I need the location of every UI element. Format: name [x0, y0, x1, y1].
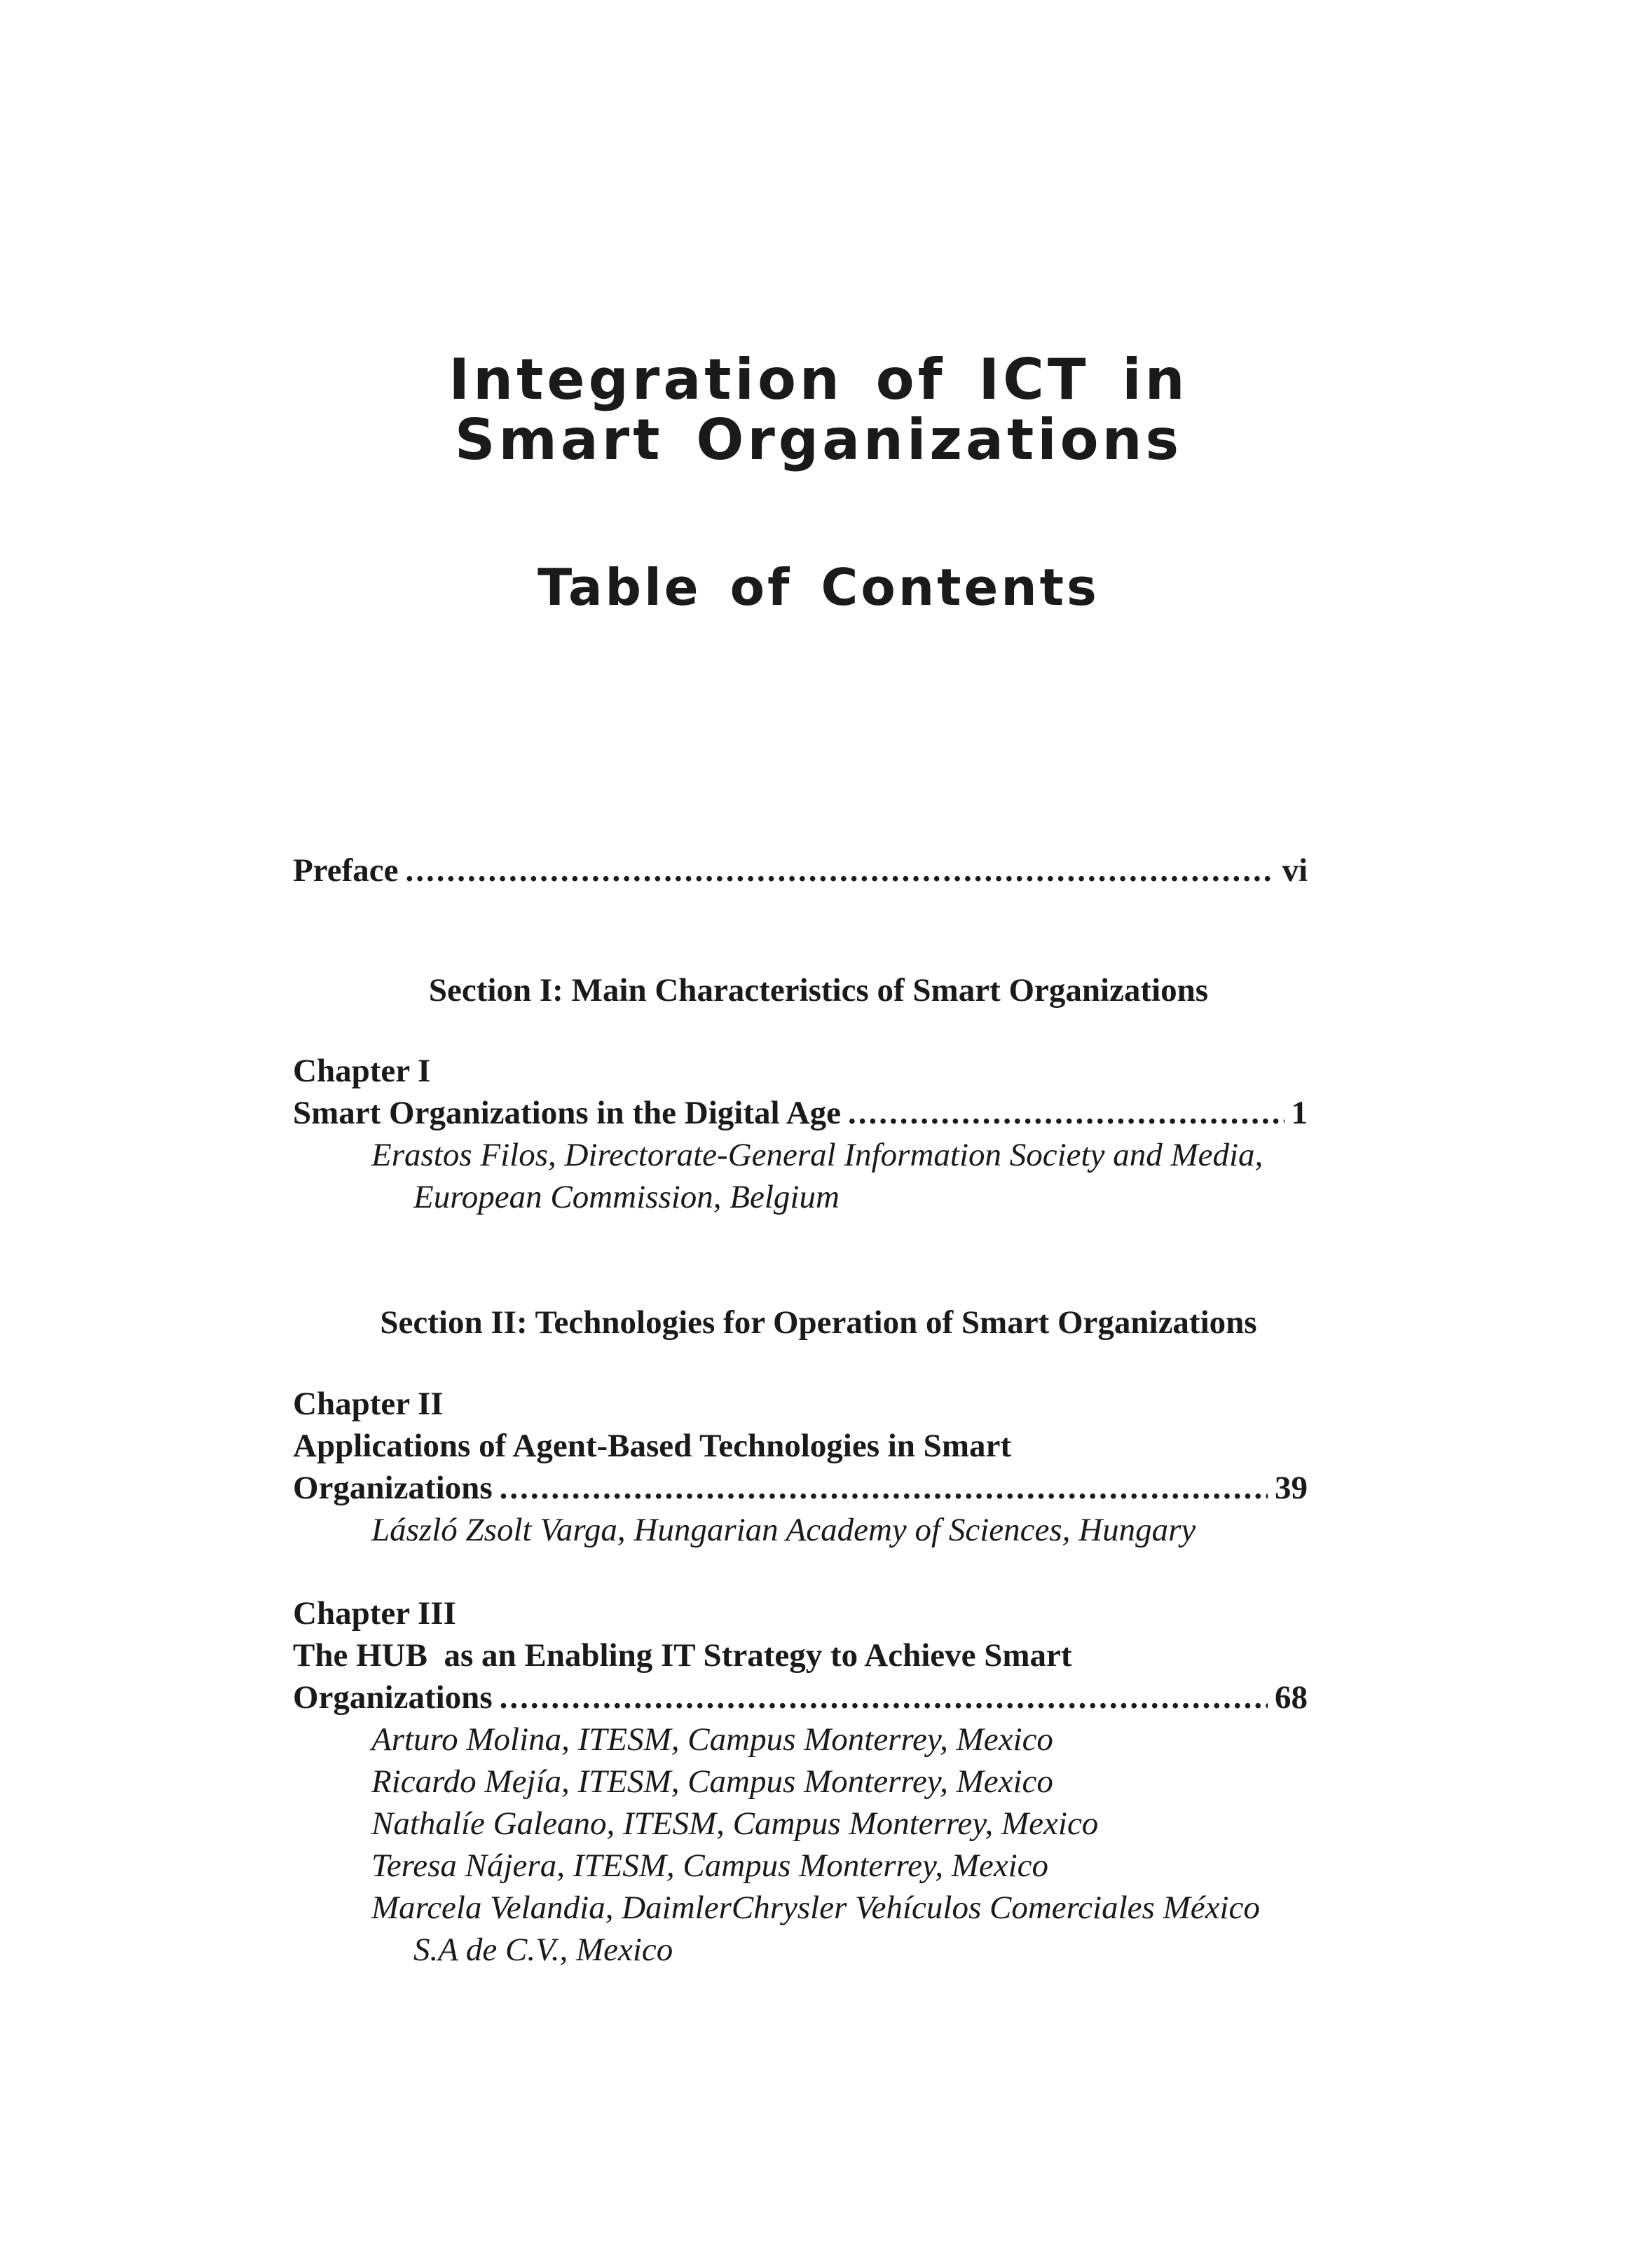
dot-leader [848, 1092, 1285, 1134]
toc-entry-chapter-2 [293, 1467, 1308, 1509]
book-title-line-1: Integration of ICT in [448, 347, 1189, 412]
preface-label: Preface [293, 852, 399, 889]
dot-leader [405, 849, 1275, 892]
book-title-line-2: Smart Organizations [454, 407, 1183, 472]
chapter-2-title: Applications of Agent-Based Technologies in Smart [293, 1428, 1011, 1464]
dot-leader [500, 1676, 1268, 1719]
dot-leader [500, 1467, 1268, 1509]
toc-entry-chapter-1 [293, 1092, 1308, 1134]
chapter-1-page-number: 1 [1291, 1095, 1308, 1131]
chapter-3-author-line: Arturo Molina, ITESM, Campus Monterrey, Mexico [371, 1721, 1053, 1758]
chapter-3-page-number: 68 [1275, 1679, 1308, 1716]
toc-heading: Table of Contents [537, 558, 1100, 617]
chapter-3-author-line: Teresa Nájera, ITESM, Campus Monterrey, Mexico [371, 1847, 1049, 1884]
toc-entry-preface [293, 849, 1308, 892]
chapter-2-author-line: László Zsolt Varga, Hungarian Academy of Sciences, Hungary [371, 1512, 1196, 1548]
chapter-1-author-line: European Commission, Belgium [413, 1179, 840, 1215]
chapter-3-author-line: Nathalíe Galeano, ITESM, Campus Monterrey, Mexico [371, 1805, 1099, 1842]
toc-entry-chapter-3 [293, 1676, 1308, 1719]
chapter-3-author-line: Marcela Velandia, DaimlerChrysler Vehículos Comerciales México [371, 1890, 1260, 1926]
chapter-3-number: Chapter III [293, 1595, 456, 1632]
section-title-1: Section I: Main Characteristics of Smart Organizations [428, 972, 1209, 1009]
section-title-2: Section II: Technologies for Operation of Smart Organizations [380, 1304, 1257, 1341]
preface-page-number: vi [1282, 852, 1308, 889]
chapter-3-author-line: S.A de C.V., Mexico [413, 1932, 673, 1968]
chapter-3-title: The HUB as an Enabling IT Strategy to Achieve Smart [293, 1637, 1072, 1674]
chapter-2-page-number: 39 [1275, 1470, 1308, 1506]
chapter-3-author-line: Ricardo Mejía, ITESM, Campus Monterrey, Mexico [371, 1763, 1053, 1800]
chapter-2-number: Chapter II [293, 1386, 444, 1422]
chapter-1-author-line: Erastos Filos, Directorate-General Information Society and Media, [371, 1137, 1263, 1173]
chapter-3-title-continued: Organizations [293, 1679, 493, 1716]
chapter-1-number: Chapter I [293, 1053, 431, 1089]
chapter-2-title-continued: Organizations [293, 1470, 493, 1506]
chapter-1-title: Smart Organizations in the Digital Age [293, 1095, 841, 1131]
